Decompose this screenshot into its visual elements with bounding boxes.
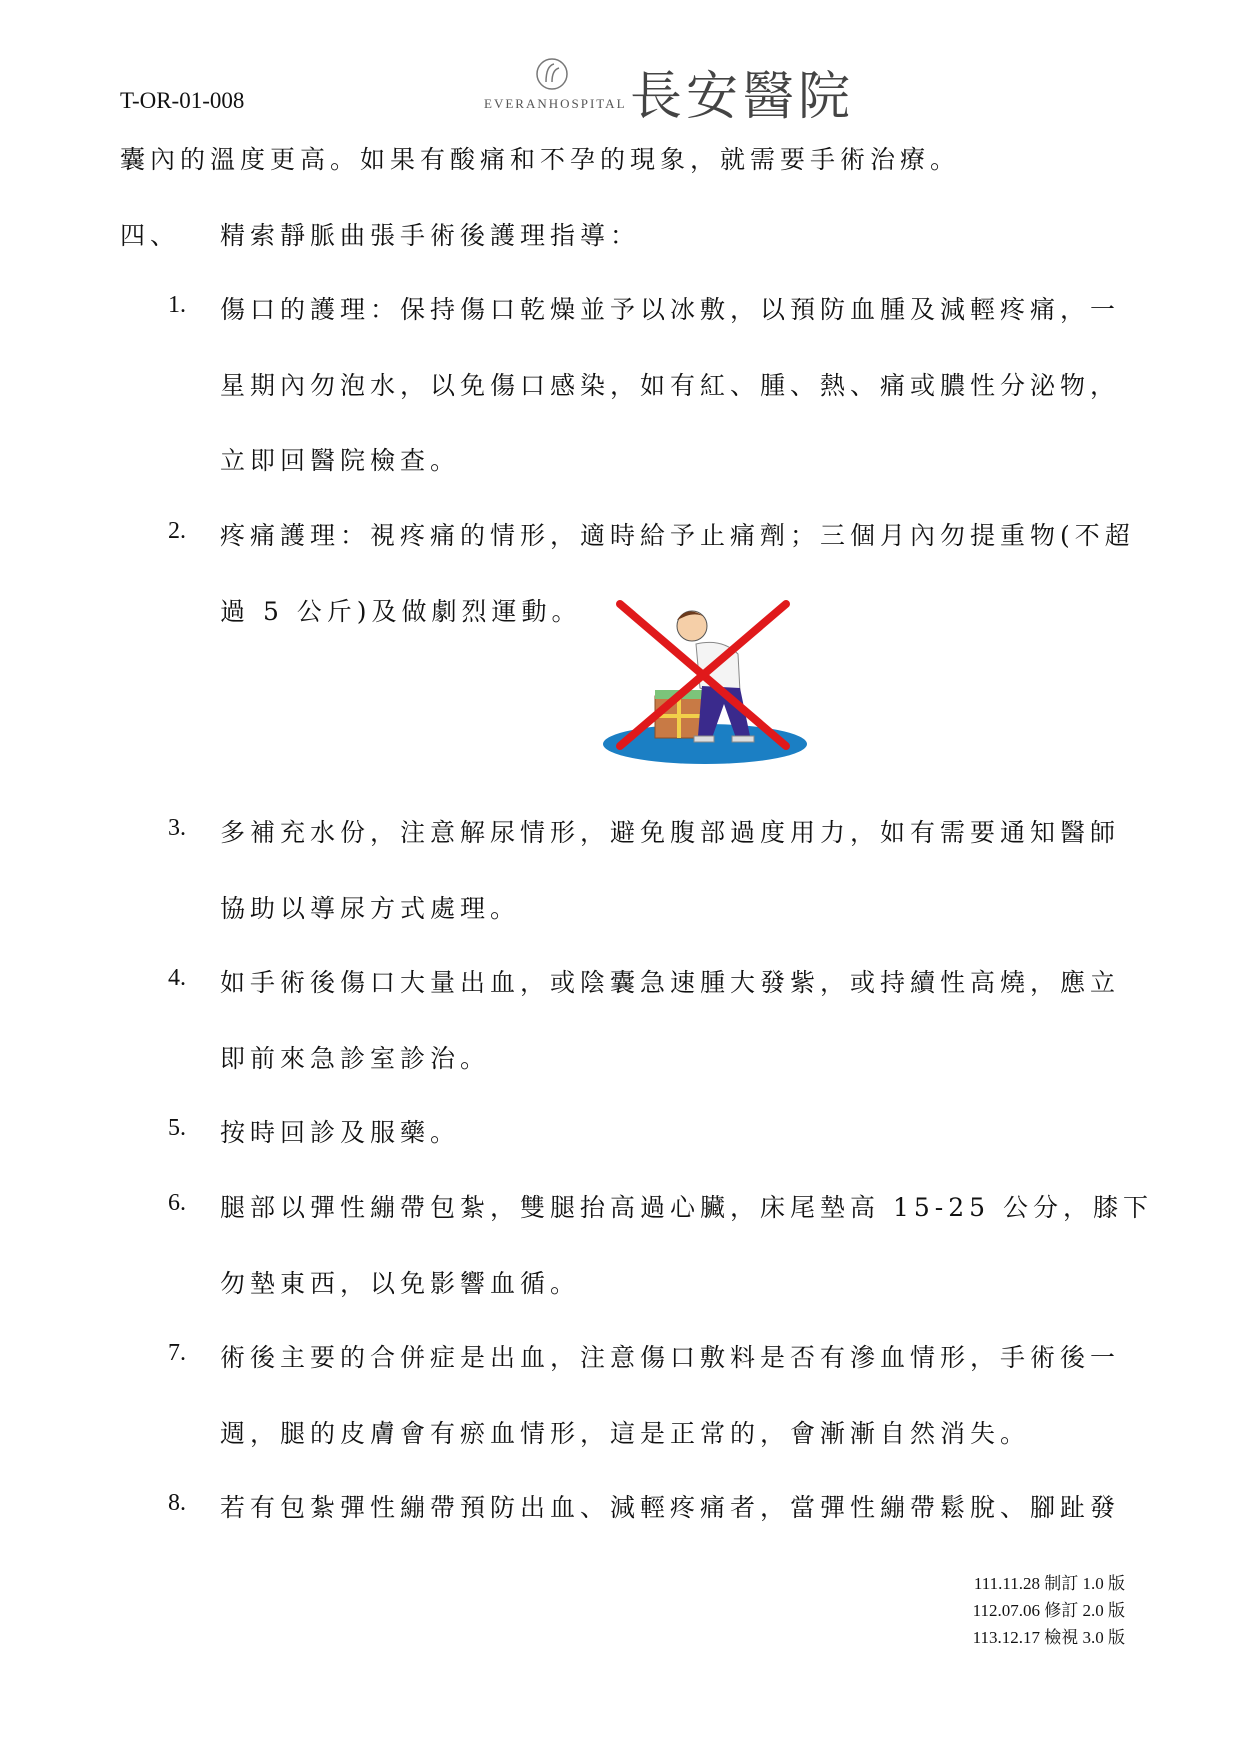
item-number: 6. [168, 1190, 186, 1216]
item-text-line: 即前來急診室診治。 [220, 1044, 491, 1073]
revision-entry: 112.07.06 修訂 2.0 版 [972, 1601, 1125, 1620]
item-text-line: 勿墊東西，以免影響血循。 [220, 1269, 581, 1298]
item-text-line: 術後主要的合併症是出血，注意傷口敷料是否有滲血情形，手術後一 [220, 1343, 1121, 1372]
document-code: T-OR-01-008 [120, 88, 245, 113]
item-number: 5. [168, 1115, 186, 1141]
item-text-line: 星期內勿泡水，以免傷口感染，如有紅、腫、熱、痛或膿性分泌物， [220, 371, 1121, 400]
item-text-line: 協助以導尿方式處理。 [220, 894, 521, 923]
item-text-line: 立即回醫院檢查。 [220, 446, 461, 475]
item-number: 4. [168, 965, 186, 991]
revision-entry: 113.12.17 檢視 3.0 版 [972, 1628, 1125, 1647]
item-text-line: 按時回診及服藥。 [220, 1118, 461, 1147]
item-text-line: 如手術後傷口大量出血，或陰囊急速腫大發紫，或持續性高燒，應立 [220, 968, 1121, 997]
item-number: 7. [168, 1340, 186, 1366]
item-number: 2. [168, 518, 186, 544]
hospital-logo [484, 52, 884, 127]
no-heavy-lifting-illustration [600, 596, 810, 766]
item-text-line: 疼痛護理：視疼痛的情形，適時給予止痛劑；三個月內勿提重物(不超 [220, 521, 1135, 550]
item-text-line: 多補充水份，注意解尿情形，避免腹部過度用力，如有需要通知醫師 [220, 818, 1121, 847]
item-text-line: 週，腿的皮膚會有瘀血情形，這是正常的，會漸漸自然消失。 [220, 1419, 1031, 1448]
logo-english-text: EVERANHOSPITAL [484, 96, 627, 111]
revision-history [973, 1570, 1125, 1651]
item-number: 1. [168, 292, 186, 318]
section-title: 精索靜脈曲張手術後護理指導： [220, 221, 641, 250]
item-number: 8. [168, 1490, 186, 1516]
item-number: 3. [168, 815, 186, 841]
item-text-line: 傷口的護理：保持傷口乾燥並予以冰敷，以預防血腫及減輕疼痛，一 [220, 295, 1121, 324]
item-text-line: 過 5 公斤)及做劇烈運動。 [220, 597, 582, 626]
revision-entry: 111.11.28 制訂 1.0 版 [973, 1574, 1125, 1593]
hospital-emblem-icon [532, 54, 572, 94]
intro-line: 囊內的溫度更高。如果有酸痛和不孕的現象，就需要手術治療。 [120, 145, 961, 174]
item-text-line: 若有包紮彈性繃帶預防出血、減輕疼痛者，當彈性繃帶鬆脫、腳趾發 [220, 1493, 1121, 1522]
item-text-line: 腿部以彈性繃帶包紮，雙腿抬高過心臟，床尾墊高 15-25 公分，膝下 [220, 1193, 1153, 1222]
section-number: 四、 [120, 221, 181, 250]
logo-chinese-text: 長安醫院 [630, 67, 855, 127]
